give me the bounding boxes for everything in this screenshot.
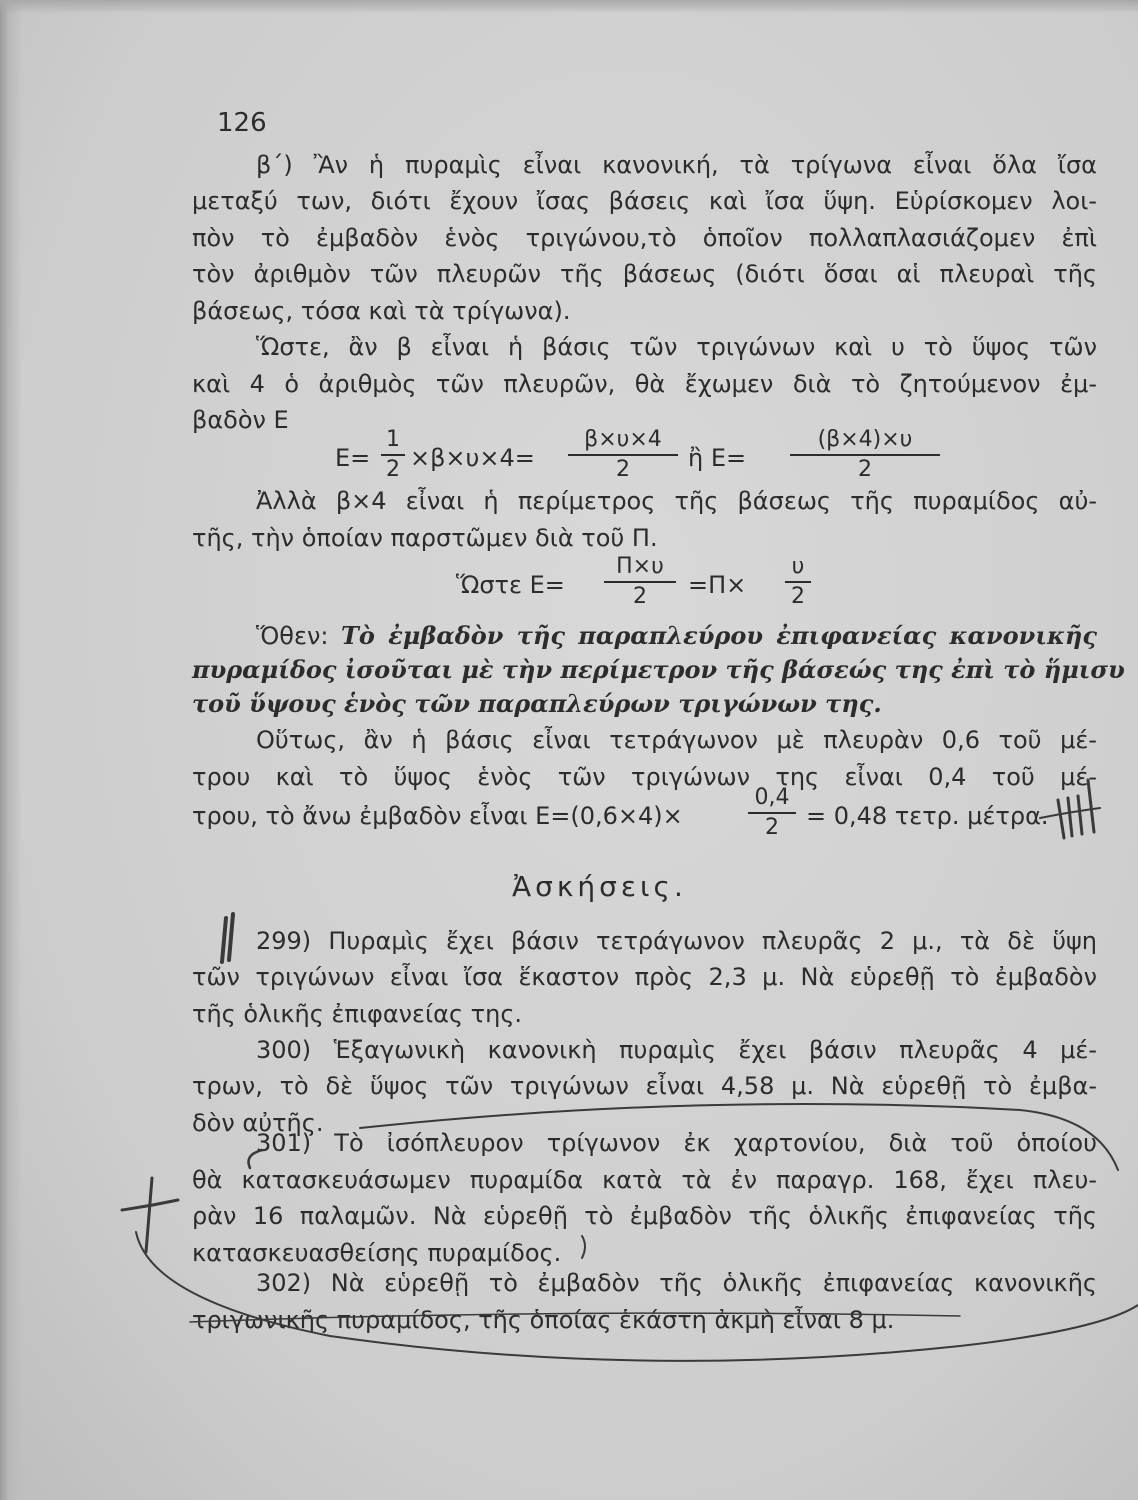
theorem-line-2: πυραμίδος ἰσοῦται μὲ τὴν περίμετρον τῆς βάσεώς της ἐπὶ τὸ ἥμισυ (192, 655, 1125, 684)
para-wste-line-3: βαδὸν Ε (192, 406, 289, 434)
para-b-line-2: μεταξύ των, διότι ἔχουν ἴσας βάσεις καὶ ἴσα ὕψη. Εὑρίσκομεν λοι- (192, 187, 1097, 215)
exercise-299-margin-mark (222, 914, 233, 962)
ex300-line-3: δὸν αὐτῆς. (192, 1109, 324, 1137)
encircling-loop (136, 1104, 1138, 1361)
ex301-line-1: 301) Τὸ ἰσόπλευρον τρίγωνον ἐκ χαρτονίου, διὰ τοῦ ὁποίου (256, 1129, 1097, 1157)
exercise-301-open-paren (249, 1150, 263, 1168)
example-f-den: 2 (765, 815, 779, 840)
formula2-f1-num: Π×υ (616, 554, 664, 579)
para-wste-line-1: Ὥστε, ἂν β εἶναι ἡ βάσις τῶν τριγώνων καὶ υ τὸ ὕψος τῶν (256, 333, 1097, 361)
formula1-or: ἢ Ε= (688, 444, 747, 472)
para-b-line-1: β΄) Ἂν ἡ πυραμὶς εἶναι κανονική, τὰ τρίγωνα εἶναι ὅλα ἴσα (256, 151, 1097, 179)
example-line-3-pre: τρου, τὸ ἄνω ἐμβαδὸν εἶναι Ε=(0,6×4)× (192, 802, 683, 830)
ex301-line-4: κατασκευασθείσης πυραμίδος. (192, 1239, 562, 1267)
para-wste-line-2: καὶ 4 ὁ ἀριθμὸς τῶν πλευρῶν, θὰ ἔχωμεν διὰ τὸ ζητούμενον ἐμ- (192, 370, 1097, 398)
para-alla-line-2: τῆς, τὴν ὁποίαν παρστῶμεν διὰ τοῦ Π. (192, 524, 658, 552)
para-b-line-3: πὸν τὸ ἐμβαδὸν ἑνὸς τριγώνου,τὸ ὁποῖον πολλαπλασιάζομεν ἐπὶ (192, 224, 1097, 252)
plus-mark-vertical (146, 1178, 152, 1252)
page-number: 126 (217, 108, 267, 138)
formula2-mid: =Π× (688, 571, 747, 599)
exercises-heading: Ἀσκήσεις. (512, 870, 687, 903)
formula1-lhs: Ε= (335, 444, 371, 472)
para-b-line-4: τὸν ἀριθμὸν τῶν πλευρῶν τῆς βάσεως (διότι ὅσαι αἱ πλευραὶ τῆς (192, 260, 1097, 288)
theorem-text-1: Τὸ ἐμβαδὸν τῆς παραπλεύρου ἐπιφανείας κανονικῆς (341, 621, 1097, 650)
theorem-line-3: τοῦ ὕψους ἑνὸς τῶν παραπλεύρων τριγώνων της. (192, 689, 882, 718)
pencil-marks (122, 780, 1138, 1361)
ex300-line-1: 300) Ἑξαγωνικὴ κανονικὴ πυραμὶς ἔχει βάσιν πλευρᾶς 4 μέ- (256, 1036, 1097, 1064)
formula1-f2-num: β×υ×4 (584, 427, 662, 452)
theorem-lead: Ὅθεν: (256, 622, 342, 650)
formula1-mid: ×β×υ×4= (410, 444, 535, 472)
example-line-1: Οὕτως, ἂν ἡ βάσις εἶναι τετράγωνον μὲ πλευρὰν 0,6 τοῦ μέ- (256, 726, 1097, 754)
ex302-line-2: τριγωνικῆς πυραμίδος, τῆς ὁποίας ἑκάστη ἀκμὴ εἶναι 8 μ. (192, 1306, 895, 1334)
ex299-line-3: τῆς ὁλικῆς ἐπιφανείας της. (192, 1000, 523, 1028)
example-f-num: 0,4 (754, 785, 790, 810)
underline-302 (190, 1313, 960, 1322)
formula1-f1-den: 2 (386, 457, 400, 482)
formula1-f1-num: 1 (386, 427, 400, 452)
ex302-line-1: 302) Νὰ εὑρεθῇ τὸ ἐμβαδὸν τῆς ὁλικῆς ἐπιφανείας κανονικῆς (256, 1269, 1097, 1297)
para-alla-line-1: Ἀλλὰ β×4 εἶναι ἡ περίμετρος τῆς βάσεως τῆς πυραμίδος αὐ- (256, 487, 1097, 515)
ex301-line-2: θὰ κατασκευάσωμεν πυραμίδα κατὰ τὰ ἐν παραγρ. 168, ἔχει πλευ- (192, 1166, 1097, 1194)
exercise-301-close-paren (582, 1236, 585, 1258)
formula2-f1-den: 2 (633, 584, 647, 609)
ex301-line-3: ρὰν 16 παλαμῶν. Νὰ εὑρεθῇ τὸ ἐμβαδὸν τῆς ὁλικῆς ἐπιφανείας τῆς (192, 1202, 1097, 1230)
formula1-f3-num: (β×4)×υ (817, 427, 913, 452)
example-line-3-post: = 0,48 τετρ. μέτρα. (806, 802, 1049, 830)
formula2-f2-num: υ (791, 554, 805, 579)
ex299-line-2: τῶν τριγώνων εἶναι ἴσα ἕκαστον πρὸς 2,3 μ. Νὰ εὑρεθῇ τὸ ἐμβαδὸν (192, 963, 1097, 991)
formula2-f2-den: 2 (791, 584, 805, 609)
formula2-lhs: Ὥστε Ε= (456, 571, 565, 599)
formula1-f2-den: 2 (616, 457, 630, 482)
example-line-2: τρου καὶ τὸ ὕψος ἑνὸς τῶν τριγώνων της εἶναι 0,4 τοῦ μέ- (192, 763, 1097, 791)
ex300-line-2: τρων, τὸ δὲ ὕψος τῶν τριγώνων εἶναι 4,58 μ. Νὰ εὑρεθῇ τὸ ἐμβα- (192, 1072, 1097, 1100)
ex299-line-1: 299) Πυραμὶς ἔχει βάσιν τετράγωνον πλευρᾶς 2 μ., τὰ δὲ ὕψη (256, 927, 1097, 955)
formula1-f3-den: 2 (858, 457, 872, 482)
para-b-line-5: βάσεως, τόσα καὶ τὰ τρίγωνα). (192, 297, 571, 325)
